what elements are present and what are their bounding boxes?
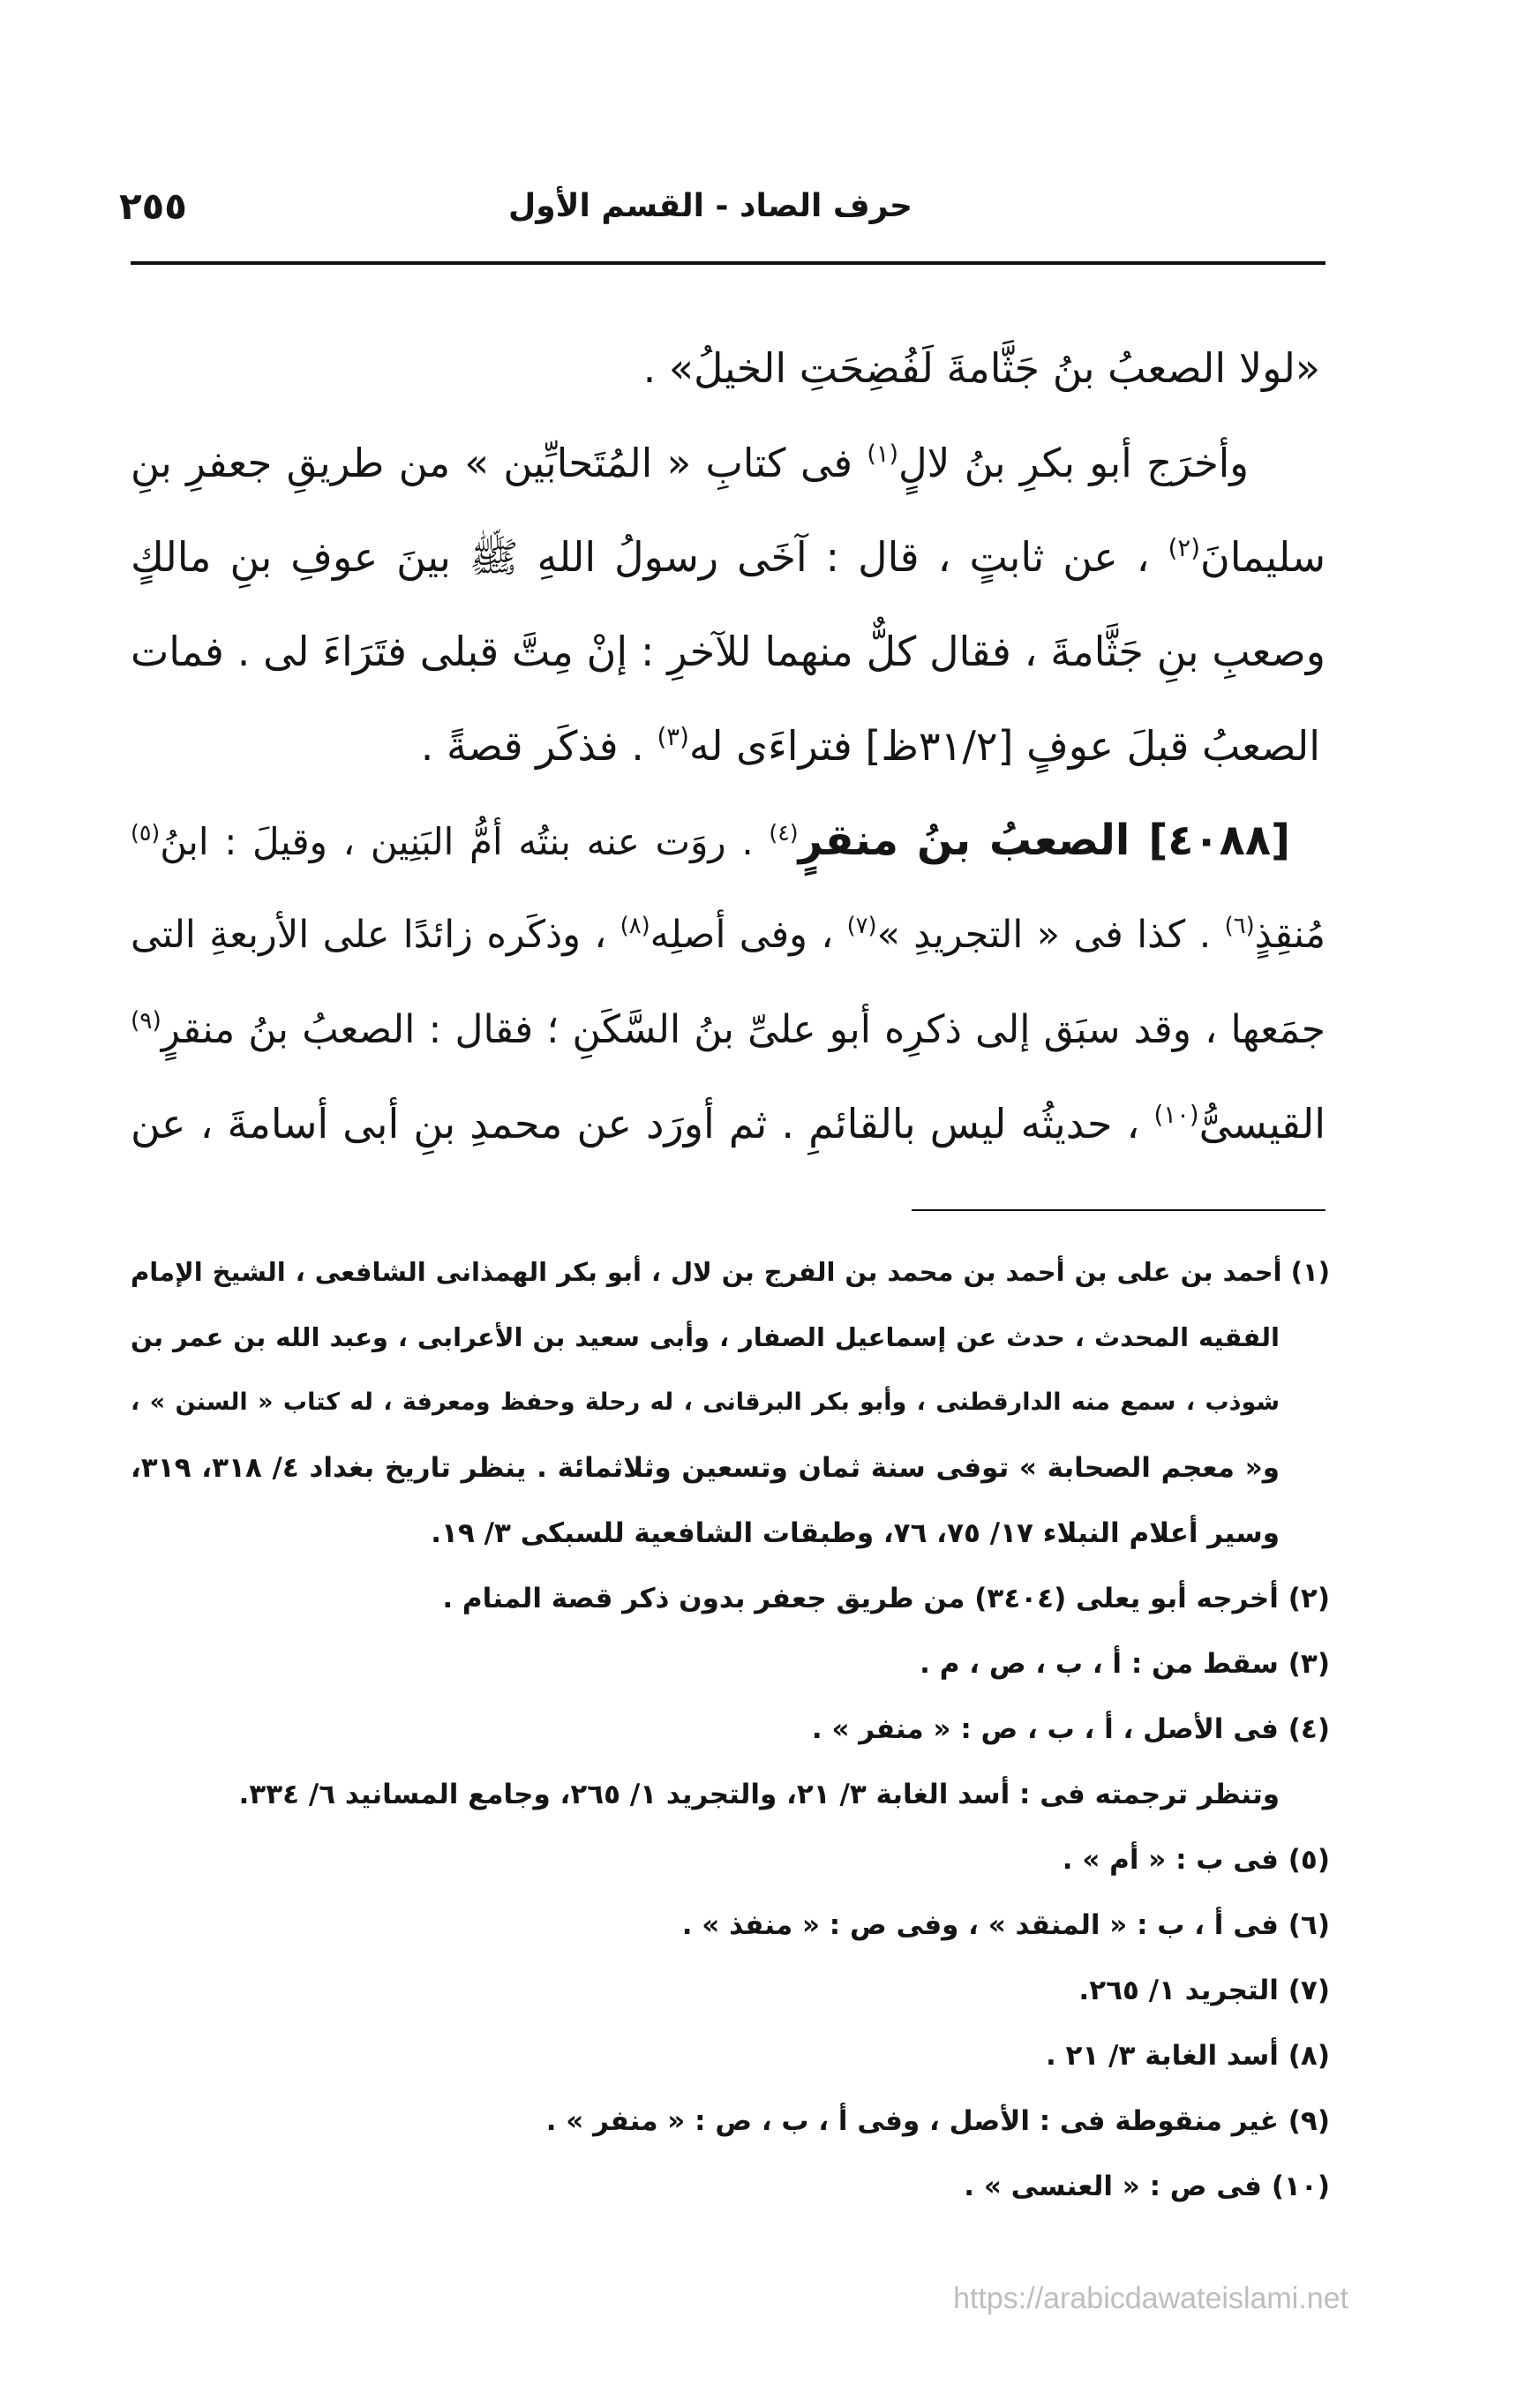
footnote-ref: (٨) — [620, 913, 650, 940]
footnote-ref: (٢) — [1168, 532, 1200, 562]
footnote-text: أخرجه أبو يعلى (٣٤٠٤) من طريق جعفر بدون ذكر قصة المنام . — [442, 1583, 1279, 1614]
footnote-text: أحمد بن على بن أحمد بن محمد بن الفرج بن لال ، أبو بكر الهمذانى الشافعى ، الشيخ الإمام — [131, 1257, 1282, 1287]
footnote-ref: (٧) — [846, 913, 877, 940]
footnote-line — [131, 1958, 1330, 2023]
body-line — [131, 605, 1325, 699]
footnote-line — [131, 2023, 1330, 2088]
footnote-line — [131, 1762, 1330, 1827]
footnote-marker: (٦) — [1288, 1909, 1330, 1941]
footnote-marker: (١) — [1290, 1257, 1330, 1287]
footnote-line — [131, 1631, 1330, 1697]
footnote-text: شوذب ، سمع منه الدارقطنى ، وأبو بكر البرقانى ، له رحلة وحفظ ومعرفة ، له كتاب « السنن » ، — [131, 1388, 1280, 1416]
footnote-line — [131, 1566, 1330, 1631]
footnote-separator — [912, 1209, 1325, 1211]
main-text — [131, 321, 1325, 1171]
body-text-run: ، حديثُه ليس بالقائمِ . ثم أورَد عن محمدِ بنِ أبى أسامةَ ، عن — [131, 1100, 1154, 1148]
footnote-text: فى ص : « العنسى » . — [964, 2171, 1262, 2202]
footnote-ref: (٣) — [657, 721, 689, 751]
footnote-marker: (٤) — [1288, 1713, 1330, 1745]
footnote-text: فى أ ، ب : « المنقد » ، وفى ص : « منفذ » . — [681, 1909, 1279, 1941]
footnote-text: و« معجم الصحابة » توفى سنة ثمان وتسعين وثلاثمائة . ينظر تاريخ بغداد ٤/ ٣١٨، ٣١٩، — [131, 1452, 1280, 1484]
footnote-line — [131, 1305, 1330, 1370]
running-title: حرف الصاد - القسم الأول — [508, 188, 912, 224]
body-text-run: القيسىُّ — [1198, 1100, 1325, 1148]
footnote-line — [131, 1827, 1330, 1893]
entry-heading: [٤٠٨٨] الصعبُ بنُ منقرٍ — [798, 816, 1290, 865]
footnote-ref: (٩) — [131, 1006, 161, 1035]
body-text-run: . فذكَر قصةً . — [420, 722, 657, 770]
body-text-run: مُنقِذٍ — [1254, 913, 1325, 957]
body-text-run: ، وفى أصلِه — [650, 913, 847, 957]
body-line — [131, 510, 1325, 605]
footnote-marker: (١٠) — [1271, 2171, 1330, 2202]
body-text-run: جمَعها ، وقد سبَق إلى ذكرِه أبو علىِّ بنُ السَّكَنِ ؛ فقال : الصعبُ بنُ منقرٍ — [161, 1007, 1325, 1052]
body-text-run: . روَت عنه بنتُه أمُّ البَنِين ، وقيلَ : ابنُ — [160, 820, 770, 863]
footnotes — [131, 1239, 1330, 2219]
footnote-ref: (١٠) — [1153, 1099, 1199, 1129]
body-text-run: «لولا الصعبُ بنُ جَثَّامةَ لَفُضِحَتِ الخيلُ» . — [642, 344, 1320, 392]
footnote-ref: (٤) — [769, 820, 799, 847]
footnote-text: أسد الغابة ٣/ ٢١ . — [1045, 2040, 1279, 2072]
footnote-line — [131, 1239, 1330, 1305]
body-line — [131, 982, 1325, 1077]
body-text-run: الصعبُ قبلَ عوفٍ [٣١/٢ظ] فتراءَى له — [688, 722, 1320, 770]
footnote-marker: (٣) — [1288, 1648, 1330, 1680]
footnote-marker: (٨) — [1288, 2040, 1330, 2072]
body-text-run: . كذا فى « التجريدِ » — [876, 913, 1225, 957]
footnote-text: غير منقوطة فى : الأصل ، وفى أ ، ب ، ص : « منفر » . — [545, 2105, 1279, 2137]
footnote-line — [131, 2154, 1330, 2219]
body-line — [131, 321, 1325, 416]
footnote-text: الفقيه المحدث ، حدث عن إسماعيل الصفار ، وأبى سعيد بن الأعرابى ، وعبد الله بن عمر بن — [131, 1322, 1280, 1352]
body-text-run: وصعبِ بنِ جَثَّامةَ ، فقال كلٌّ منهما للآخرِ : إنْ مِتَّ قبلى فتَرَاءَ لى . فمات — [131, 628, 1325, 675]
watermark-url: https://arabicdawateislami.net — [953, 2282, 1348, 2315]
footnote-marker: (٥) — [1288, 1844, 1330, 1876]
footnote-line — [131, 1893, 1330, 1958]
footnote-text: سقط من : أ ، ب ، ص ، م . — [920, 1648, 1279, 1680]
footnote-text: فى الأصل ، أ ، ب ، ص : « منفر » . — [811, 1713, 1279, 1745]
body-text-run: وأخرَج أبو بكرِ بنُ لالٍ — [897, 440, 1250, 486]
header-rule — [131, 261, 1325, 265]
body-text-run: ، وذكَره زائدًا على الأربعةِ التى — [131, 913, 620, 957]
footnote-line — [131, 1370, 1330, 1435]
footnote-ref: (١) — [867, 440, 898, 469]
body-line — [131, 888, 1325, 982]
footnote-line — [131, 2088, 1330, 2154]
footnote-line — [131, 1435, 1330, 1501]
footnote-text: وتنظر ترجمته فى : أسد الغابة ٣/ ٢١، والتجريد ١/ ٢٦٥، وجامع المسانيد ٦/ ٣٣٤. — [238, 1779, 1280, 1810]
footnote-marker: (٢) — [1288, 1583, 1330, 1614]
footnote-line — [131, 1501, 1330, 1566]
body-text-run: سليمانَ — [1199, 533, 1325, 581]
footnote-ref: (٥) — [131, 820, 161, 847]
footnote-text: فى ب : « أم » . — [1062, 1844, 1279, 1876]
body-line — [131, 794, 1325, 888]
footnote-text: التجريد ١/ ٢٦٥. — [1078, 1975, 1279, 2006]
footnote-marker: (٧) — [1288, 1975, 1330, 2006]
footnote-marker: (٩) — [1288, 2105, 1330, 2137]
footnote-line — [131, 1697, 1330, 1762]
body-line — [131, 699, 1325, 794]
footnote-text: وسير أعلام النبلاء ١٧/ ٧٥، ٧٦، وطبقات الشافعية للسبكى ٣/ ١٩. — [431, 1517, 1280, 1549]
body-text-run: فى كتابِ « المُتَحابِّين » من طريقِ جعفرِ بنِ — [131, 440, 867, 486]
body-text-run: ، عن ثابتٍ ، قال : آخَى رسولُ اللهِ ﷺ بينَ عوفِ بنِ مالكٍ — [131, 533, 1168, 581]
body-line — [131, 1077, 1325, 1171]
page-number: ٢٥٥ — [119, 184, 187, 228]
body-line — [131, 416, 1325, 510]
footnote-ref: (٦) — [1224, 913, 1255, 940]
